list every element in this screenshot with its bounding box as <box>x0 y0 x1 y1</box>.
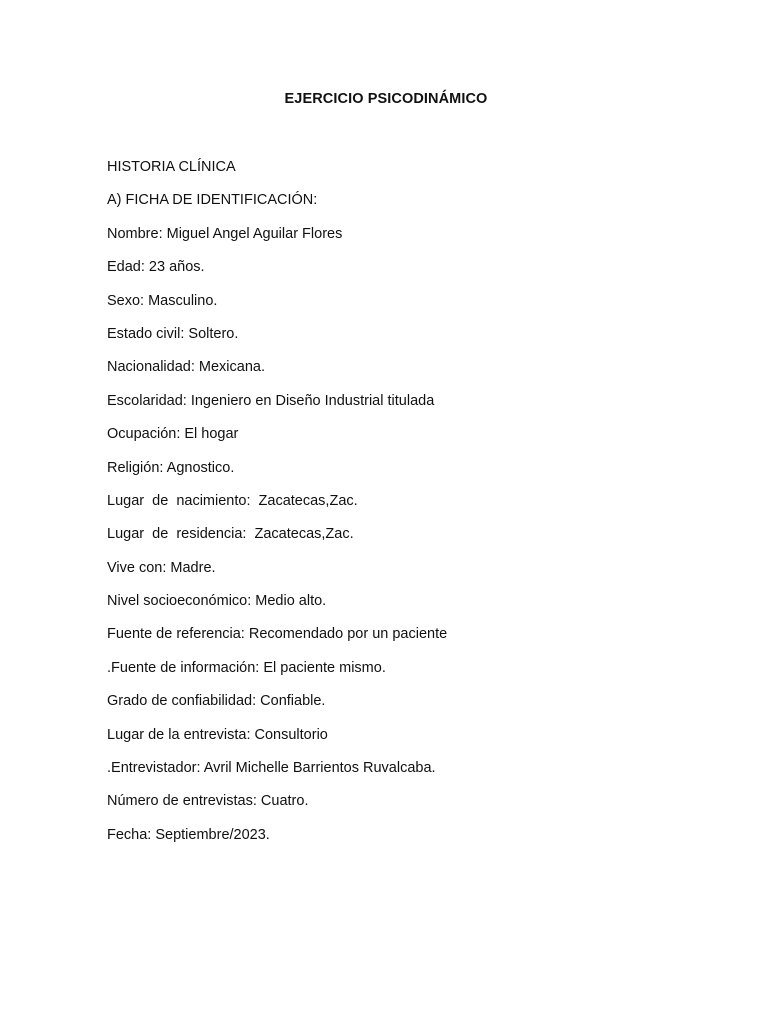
field-religion: Religión: Agnostico. <box>107 459 235 476</box>
field-vive-con: Vive con: Madre. <box>107 559 216 576</box>
field-sexo: Sexo: Masculino. <box>107 292 218 309</box>
field-lugar-entrevista: Lugar de la entrevista: Consultorio <box>107 726 328 743</box>
field-nacionalidad: Nacionalidad: Mexicana. <box>107 359 265 376</box>
field-ocupacion: Ocupación: El hogar <box>107 426 239 443</box>
field-escolaridad: Escolaridad: Ingeniero en Diseño Industrial titulada <box>107 392 435 409</box>
field-estado-civil: Estado civil: Soltero. <box>107 325 239 342</box>
field-lugar-residencia: Lugar de residencia: Zacatecas,Zac. <box>107 526 354 543</box>
field-fuente-informacion: .Fuente de información: El paciente mismo. <box>107 659 386 676</box>
field-grado-confiabilidad: Grado de confiabilidad: Confiable. <box>107 693 326 710</box>
subsection-heading: A) FICHA DE IDENTIFICACIÓN: <box>107 192 318 209</box>
field-edad: Edad: 23 años. <box>107 259 205 276</box>
field-nombre: Nombre: Miguel Angel Aguilar Flores <box>107 225 343 242</box>
field-entrevistador: .Entrevistador: Avril Michelle Barrientos Ruvalcaba. <box>107 760 436 777</box>
document-title: EJERCICIO PSICODINÁMICO <box>284 91 488 107</box>
field-lugar-nacimiento: Lugar de nacimiento: Zacatecas,Zac. <box>107 492 358 509</box>
field-fuente-referencia: Fuente de referencia: Recomendado por un paciente <box>107 626 448 643</box>
section-heading: HISTORIA CLÍNICA <box>107 159 236 175</box>
field-nivel-socioeconomico: Nivel socioeconómico: Medio alto. <box>107 593 327 610</box>
field-numero-entrevistas: Número de entrevistas: Cuatro. <box>107 793 309 810</box>
field-fecha: Fecha: Septiembre/2023. <box>107 826 270 843</box>
identification-sheet <box>107 157 447 858</box>
